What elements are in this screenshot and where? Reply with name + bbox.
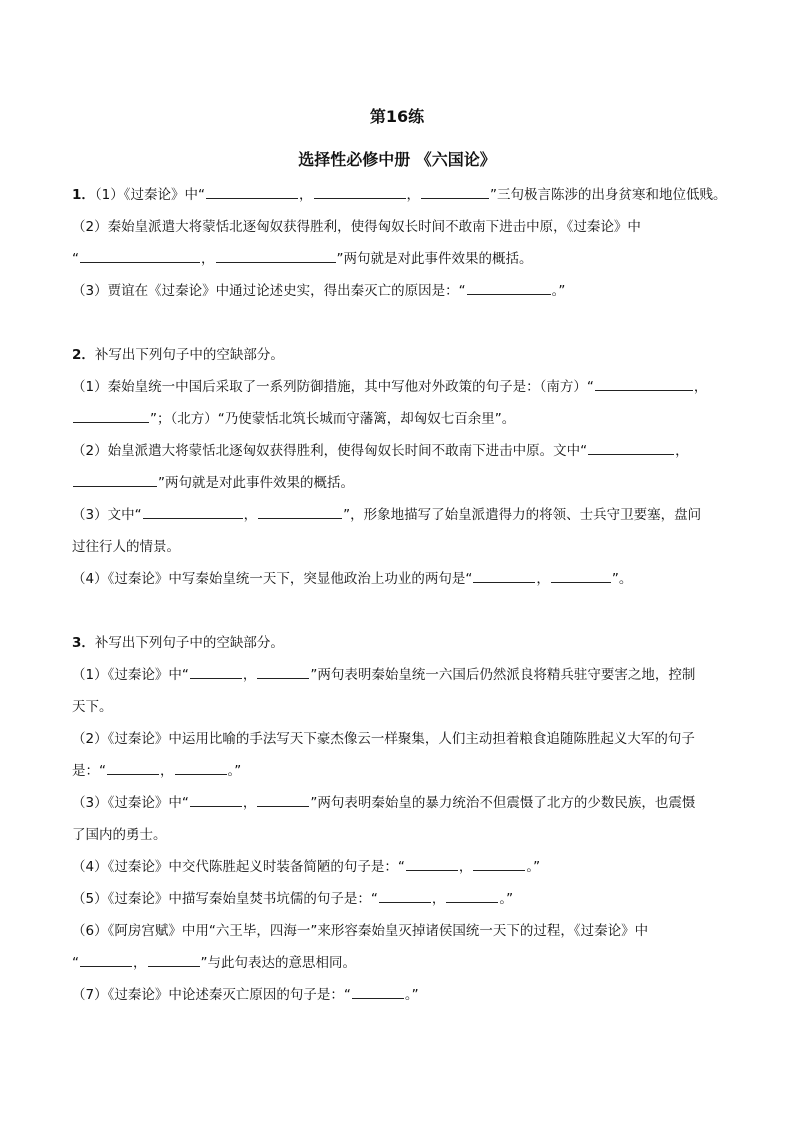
answer-blank[interactable] — [406, 858, 458, 871]
answer-blank[interactable] — [175, 762, 227, 775]
answer-blank[interactable] — [588, 442, 674, 455]
q2-intro: 2．补写出下列句子中的空缺部分。 — [72, 347, 284, 363]
answer-blank[interactable] — [107, 762, 159, 775]
q3-line-8: （5）《过秦论》中描写秦始皇焚书坑儒的句子是：“ ， 。” — [72, 891, 514, 907]
q2-line-2: ”；（北方）“乃使蒙恬北筑长城而守藩篱，却匈奴七百余里”。 — [72, 410, 732, 428]
answer-blank[interactable] — [258, 506, 342, 519]
q3-line-4: 是：“ ， 。” — [72, 763, 242, 779]
answer-blank[interactable] — [446, 890, 498, 903]
answer-blank[interactable] — [352, 986, 404, 999]
q3-line-5: （3）《过秦论》中“ ， ”两句表明秦始皇的暴力统治不但震慑了北方的少数民族，也震慑 — [72, 795, 696, 811]
answer-blank[interactable] — [257, 794, 309, 807]
q2-line-7: （4）《过秦论》中写秦始皇统一天下，突显他政治上功业的两句是“ ， ”。 — [72, 571, 633, 587]
q2-line-5: （3）文中“ ， ”，形象地描写了始皇派遣得力的将领、士兵守卫要塞，盘问 — [72, 507, 702, 523]
answer-blank[interactable] — [206, 186, 298, 199]
page-title: 第16练 — [369, 107, 425, 126]
q3-line-1: （1）《过秦论》中“ ， ”两句表明秦始皇统一六国后仍然派良将精兵驻守要害之地，控制 — [72, 667, 696, 683]
answer-blank[interactable] — [80, 250, 200, 263]
answer-blank[interactable] — [190, 666, 242, 679]
answer-blank[interactable] — [190, 794, 242, 807]
q3-line-3: （2）《过秦论》中运用比喻的手法写天下豪杰像云一样聚集，人们主动担着粮食追随陈胜起义大军的句子 — [72, 731, 695, 747]
q2-line-1: （1）秦始皇统一中国后采取了一系列防御措施，其中写他对外政策的句子是：（南方）“ ， — [72, 379, 708, 395]
q3-line-9: （6）《阿房宫赋》中用“六王毕，四海一”来形容秦始皇灭掉诸侯国统一天下的过程，《过秦论》中 — [72, 923, 649, 939]
answer-blank[interactable] — [143, 506, 243, 519]
answer-blank[interactable] — [595, 378, 693, 391]
answer-blank[interactable] — [80, 954, 132, 967]
answer-blank[interactable] — [467, 282, 551, 295]
q1-line-3: “ ， ”两句就是对此事件效果的概括。 — [72, 251, 533, 267]
answer-blank[interactable] — [379, 890, 431, 903]
q3-line-6: 了国内的勇士。 — [72, 827, 167, 843]
q2-line-6: 过往行人的情景。 — [72, 539, 180, 555]
q1-line-2: （2）秦始皇派遣大将蒙恬北逐匈奴获得胜利，使得匈奴长时间不敢南下进击中原，《过秦论》中 — [72, 219, 641, 235]
q3-line-7: （4）《过秦论》中交代陈胜起义时装备简陋的句子是：“ ， 。” — [72, 859, 541, 875]
page-subtitle: 选择性必修中册 《六国论》 — [298, 150, 496, 169]
answer-blank[interactable] — [421, 186, 489, 199]
answer-blank[interactable] — [73, 474, 157, 487]
q3-intro: 3．补写出下列句子中的空缺部分。 — [72, 635, 284, 651]
q1-line-1: 1．（1）《过秦论》中“ ， ， ”三句极言陈涉的出身贫寒和地位低贱。 — [72, 187, 727, 203]
question-number-1: 1． — [72, 187, 95, 203]
q3-line-2: 天下。 — [72, 699, 113, 715]
answer-blank[interactable] — [473, 570, 535, 583]
answer-blank[interactable] — [314, 186, 406, 199]
question-number-2: 2． — [72, 347, 95, 363]
q1-line-4: （3）贾谊在《过秦论》中通过论述史实，得出秦灭亡的原因是：“ 。” — [72, 283, 566, 299]
answer-blank[interactable] — [473, 858, 525, 871]
answer-blank[interactable] — [148, 954, 200, 967]
answer-blank[interactable] — [257, 666, 309, 679]
q2-line-4: ”两句就是对此事件效果的概括。 — [72, 474, 732, 492]
q3-line-11: （7）《过秦论》中论述秦灭亡原因的句子是：“ 。” — [72, 987, 419, 1003]
answer-blank[interactable] — [73, 410, 149, 423]
answer-blank[interactable] — [216, 250, 336, 263]
question-number-3: 3． — [72, 635, 95, 651]
q2-line-3: （2）始皇派遣大将蒙恬北逐匈奴获得胜利，使得匈奴长时间不敢南下进击中原。文中“ ， — [72, 443, 689, 459]
q3-line-10: “ ， ”与此句表达的意思相同。 — [72, 955, 356, 971]
answer-blank[interactable] — [551, 570, 611, 583]
